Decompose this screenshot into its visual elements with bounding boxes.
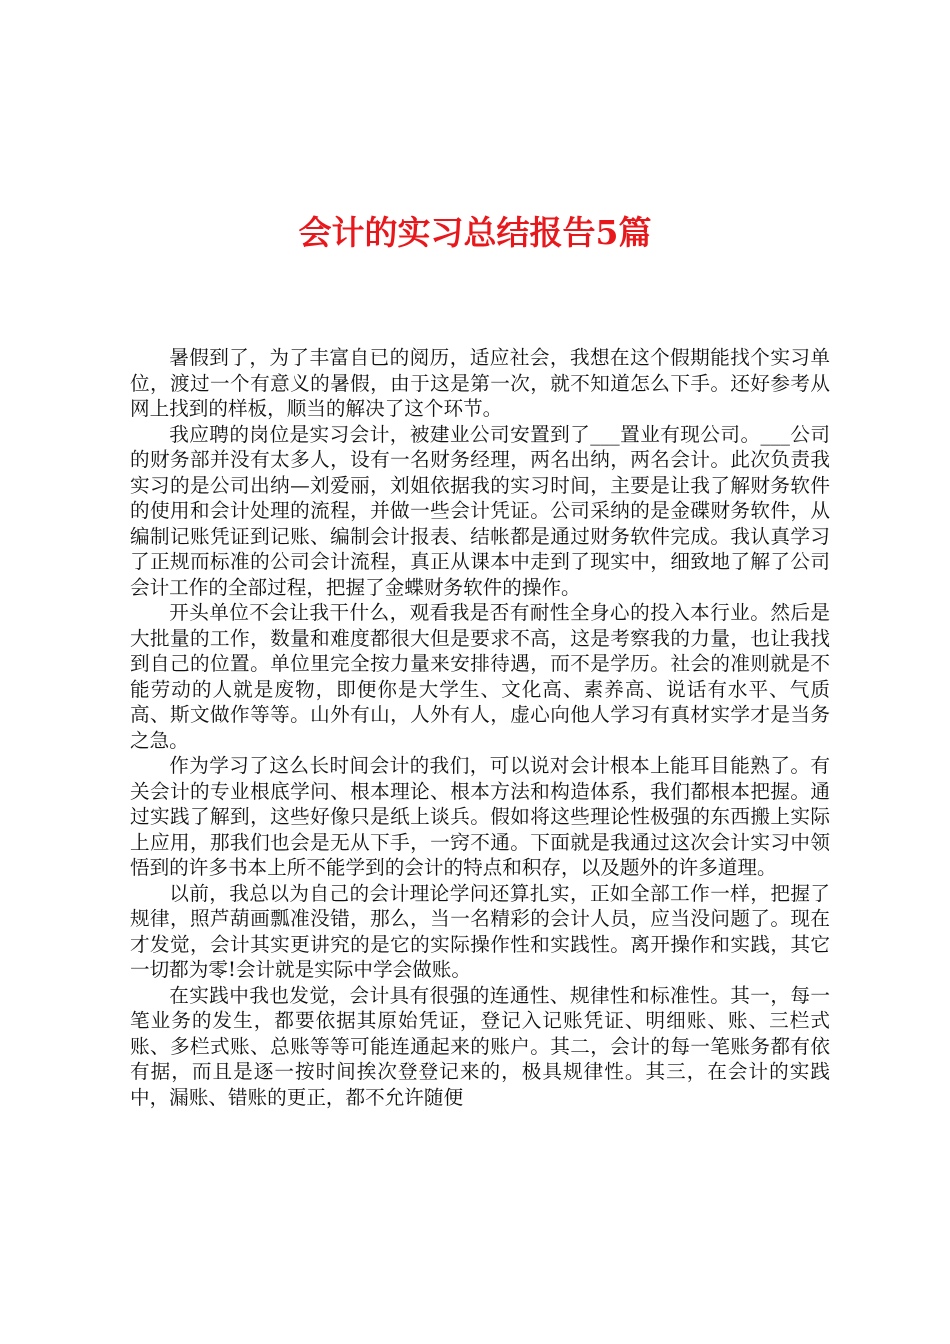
document-body	[130, 345, 830, 1110]
document-title: 会计的实习总结报告5篇	[298, 213, 652, 252]
paragraph: 暑假到了，为了丰富自已的阅历，适应社会，我想在这个假期能找个实习单位，渡过一个有意义的暑假，由于这是第一次，就不知道怎么下手。还好参考从网上找到的样板，顺当的解决了这个环节。	[130, 346, 830, 420]
paragraph: 作为学习了这么长时间会计的我们，可以说对会计根本上能耳目能熟了。有关会计的专业根底学问、根本理论、根本方法和构造体系，我们都根本把握。通过实践了解到，这些好像只是纸上谈兵。假如将这些理论性极强的东西搬上实际上应用，那我们也会是无从下手，一窍不通。下面就是我通过这次会计实习中领悟到的许多书本上所不能学到的会计的特点和积存，以及题外的许多道理。	[130, 754, 830, 879]
paragraph: 开头单位不会让我干什么，观看我是否有耐性全身心的投入本行业。然后是大批量的工作，数量和难度都很大但是要求不高，这是考察我的力量，也让我找到自己的位置。单位里完全按力量来安排待遇，而不是学历。社会的准则就是不能劳动的人就是废物，即便你是大学生、文化高、素养高、说话有水平、气质高、斯文做作等等。山外有山，人外有人，虚心向他人学习有真材实学才是当务之急。	[130, 601, 830, 752]
paragraph: 在实践中我也发觉，会计具有很强的连通性、规律性和标准性。其一，每一笔业务的发生，都要依据其原始凭证，登记入记账凭证、明细账、账、三栏式账、多栏式账、总账等等可能连通起来的账户。其二，会计的每一笔账务都有依有据，而且是逐一按时间挨次登登记来的，极具规律性。其三，在会计的实践中，漏账、错账的更正，都不允许随便	[130, 983, 830, 1109]
paragraph: 以前，我总以为自己的会计理论学问还算扎实，正如全部工作一样，把握了规律，照芦葫画瓢准没错，那么，当一名精彩的会计人员，应当没问题了。现在才发觉，会计其实更讲究的是它的实际操作性和实践性。离开操作和实践，其它一切都为零!会计就是实际中学会做账。	[130, 881, 830, 981]
paragraph: 我应聘的岗位是实习会计，被建业公司安置到了___置业有现公司。___公司的财务部并没有太多人，设有一名财务经理，两名出纳，两名会计。此次负责我实习的是公司出纳—刘爱丽，刘姐依据我的实习时间，主要是让我了解财务软件的使用和会计处理的流程，并做一些会计凭证。公司采纳的是金碟财务软件，从编制记账凭证到记账、编制会计报表、结帐都是通过财务软件完成。我认真学习了正规而标准的公司会计流程，真正从课本中走到了现实中，细致地了解了公司会计工作的全部过程，把握了金蝶财务软件的操作。	[130, 422, 830, 599]
